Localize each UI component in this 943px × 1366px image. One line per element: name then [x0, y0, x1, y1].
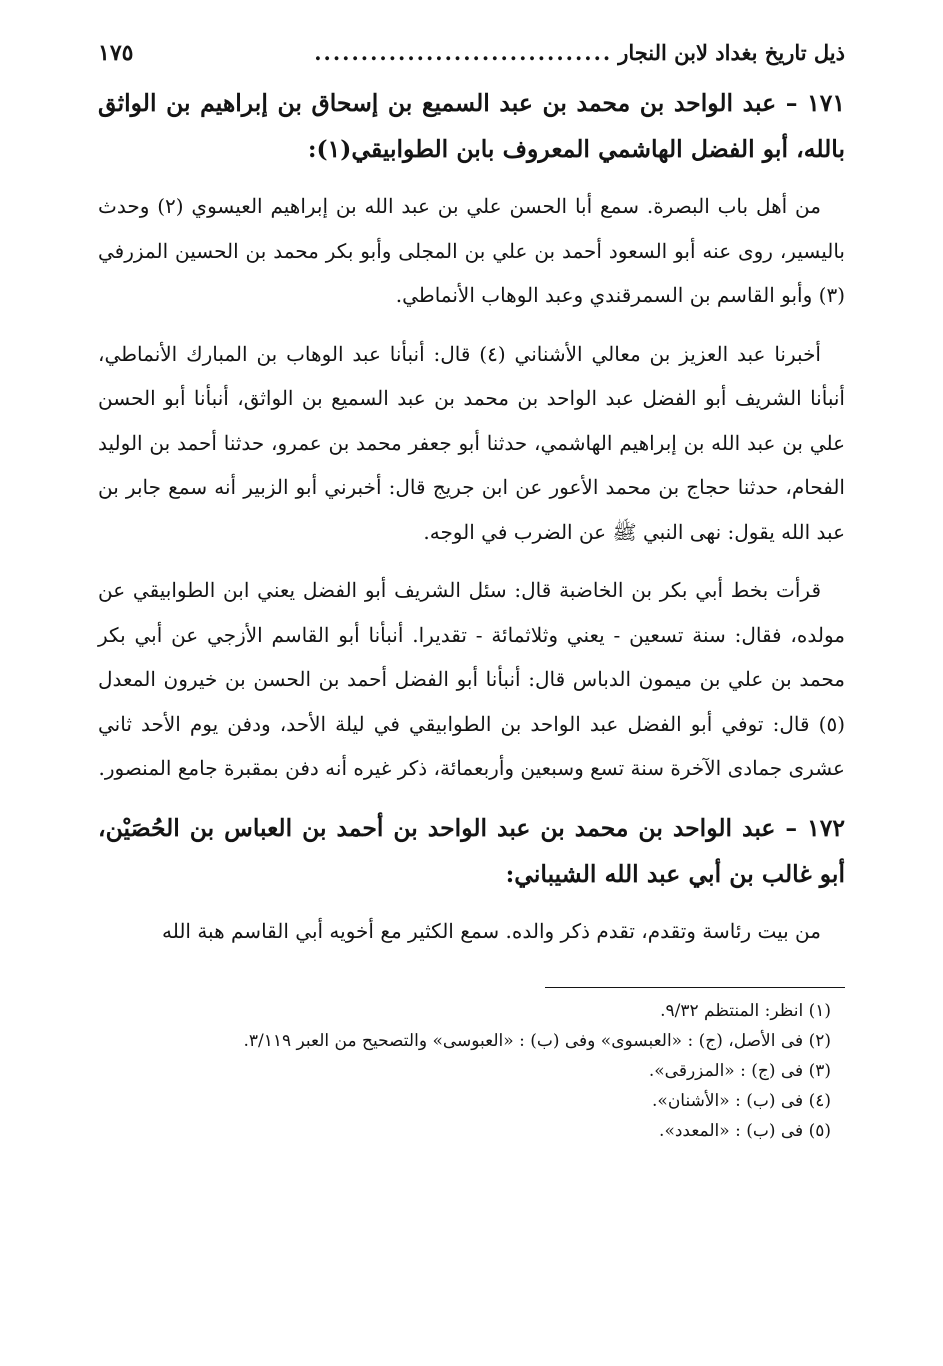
paragraph-4: من بيت رئاسة وتقدم، تقدم ذكر والده. سمع الكثير مع أخويه أبي القاسم هبة الله — [161, 918, 821, 943]
footnote-separator — [545, 987, 845, 988]
footnote-3: (٣) فى (ج) : «المزرقى». — [648, 1061, 831, 1081]
header-dots: ................................ — [314, 40, 613, 65]
paragraph-2: أخبرنا عبد العزيز بن معالي الأشناني (٤) قال: أنبأنا عبد الوهاب بن المبارك الأنماطي، أنبأنا الشريف أبو الفضل عبد الواحد بن محمد بن عبد السميع بن الواثق، أنبأنا أبو الحسن علي بن عبد الله بن إبراهيم الهاشمي، حدثنا أبو جعفر محمد بن عمرو، حدثنا أحمد بن الوليد الفحام، حدثنا حجاج بن محمد الأعور عن ابن جريج قال: أخبرني أبو الزبير أنه سمع جابر بن عبد الله يقول: نهى النبي ﷺ عن الضرب في الوجه. — [98, 341, 845, 544]
paragraph-1: من أهل باب البصرة. سمع أبا الحسن علي بن عبد الله بن إبراهيم العيسوي (٢) وحدث باليسير، روى عنه أبو السعود أحمد بن علي بن المجلى وأبو بكر محمد بن الحسين المزرفي (٣) وأبو القاسم بن السمرقندي وعبد الوهاب الأنماطي. — [98, 194, 845, 307]
footnote-5: (٥) فى (ب) : «المعدد». — [659, 1121, 831, 1141]
entry-171-title: ١٧١ – عبد الواحد بن محمد بن عبد السميع بن إسحاق بن إبراهيم بن الواثق بالله، أبو الفضل الهاشمي المعروف بابن الطوابيقي(١): — [98, 89, 845, 163]
footnotes — [98, 996, 845, 1146]
book-title: ذيل تاريخ بغداد لابن النجار — [618, 40, 845, 65]
page-number: ١٧٥ — [98, 40, 134, 66]
running-header — [98, 38, 845, 74]
footnote-4: (٤) فى (ب) : «الأشنان». — [652, 1091, 831, 1111]
entry-172-title: ١٧٢ – عبد الواحد بن محمد بن عبد الواحد بن أحمد بن العباس بن الحُصَيْن، أبو غالب بن أبي عبد الله الشيباني: — [98, 813, 845, 888]
footnote-2: (٢) فى الأصل، (ج) : «العبسوى» وفى (ب) : «العبوسى» والتصحيح من العبر ٣/١١٩. — [243, 1031, 831, 1051]
footnote-1: (١) انظر: المنتظم ٩/٣٢. — [660, 1001, 831, 1021]
paragraph-3: قرأت بخط أبي بكر بن الخاضبة قال: سئل الشريف أبو الفضل يعني ابن الطوابيقي عن مولده، فقال: سنة تسعين - يعني وثلاثمائة - تقديرا. أنبأنا أبو القاسم الأزجي عن أبي بكر محمد بن علي بن ميمون الدباس قال: أنبأنا أبو الفضل أحمد بن الحسن بن خيرون المعدل (٥) قال: توفي أبو الفضل عبد الواحد بن الطوابيقي في ليلة الأحد، ودفن يوم الأحد ثاني عشرى جمادى الآخرة سنة تسع وسبعين وأربعمائة، ذكر غيره أنه دفن بمقبرة جامع المنصور. — [98, 578, 846, 780]
